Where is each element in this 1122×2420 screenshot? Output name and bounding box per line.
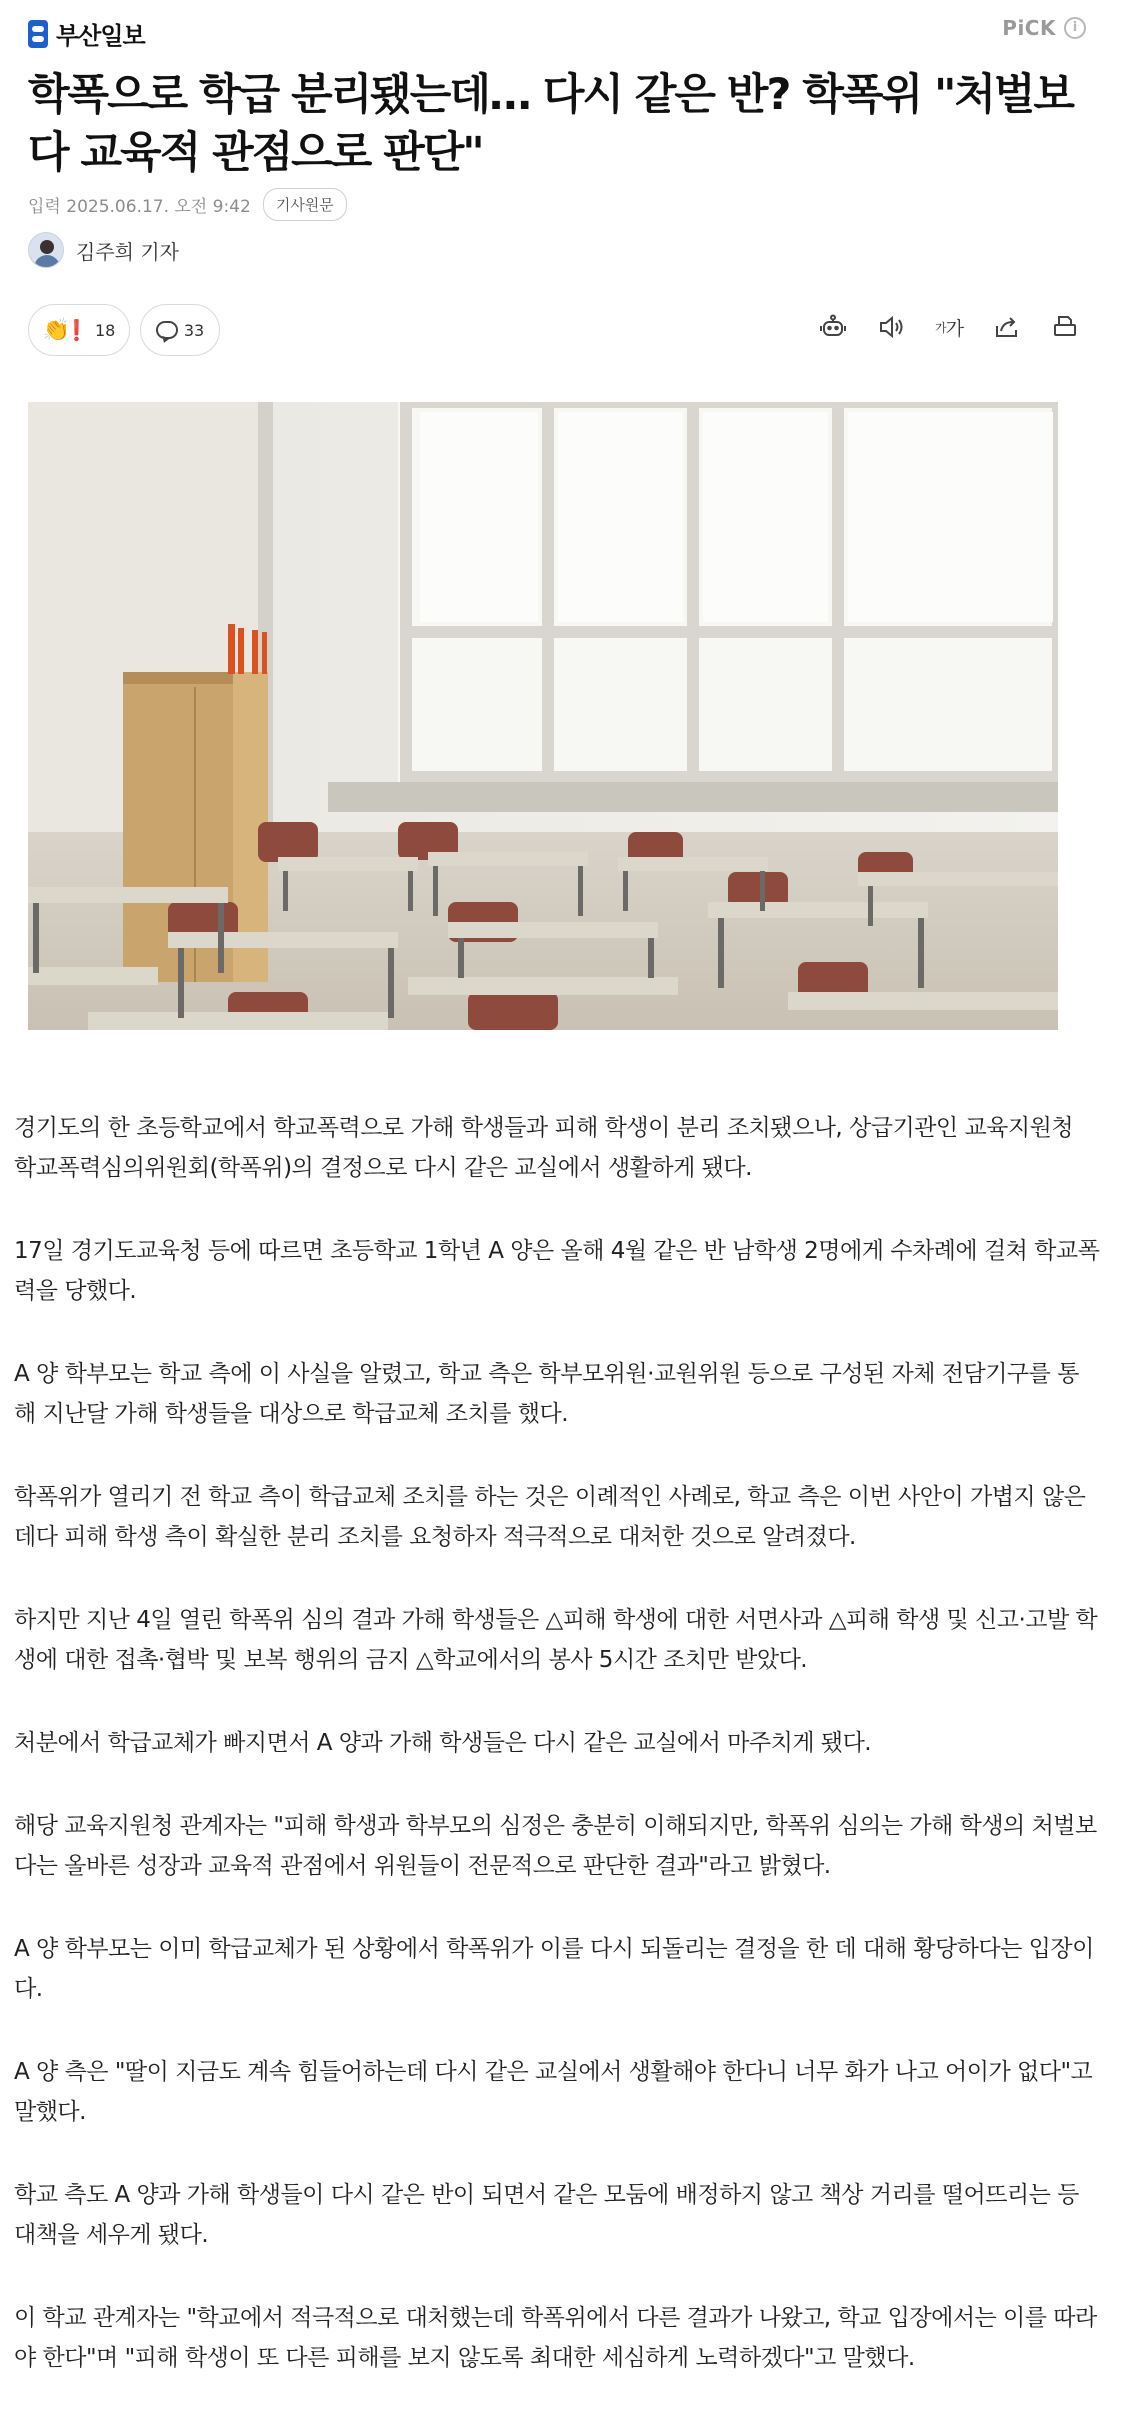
article-paragraph: 경기도의 한 초등학교에서 학교폭력으로 가해 학생들과 피해 학생이 분리 조치됐으나, 상급기관인 교육지원청 학교폭력심의위원회(학폭위)의 결정으로 다시 같은 교실에서 생활하게 됐다. bbox=[14, 1115, 1074, 1181]
article-paragraph: A 양 학부모는 이미 학급교체가 된 상황에서 학폭위가 이를 다시 되돌리는 결정을 한 데 대해 황당하다는 입장이다. bbox=[14, 1936, 1094, 2002]
article-paragraph: A 양 학부모는 학교 측에 이 사실을 알렸고, 학교 측은 학부모위원·교원위원 등으로 구성된 자체 전담기구를 통해 지난달 가해 학생들을 대상으로 학급교체 조치를 했다. bbox=[14, 1361, 1079, 1427]
article-paragraph: 학교 측도 A 양과 가해 학생들이 다시 같은 반이 되면서 같은 모둠에 배정하지 않고 책상 거리를 떨어뜨리는 등 대책을 세우게 됐다. bbox=[14, 2182, 1079, 2248]
busan-ilbo-logo[interactable] bbox=[28, 16, 145, 51]
reporter-byline[interactable] bbox=[28, 232, 179, 268]
comment-icon bbox=[156, 321, 178, 339]
clap-icon: 👏 bbox=[42, 317, 71, 343]
article-paragraph: A 양 측은 "딸이 지금도 계속 힘들어하는데 다시 같은 교실에서 생활해야 한다니 너무 화가 나고 어이가 없다"고 말했다. bbox=[14, 2059, 1093, 2125]
robot-icon bbox=[818, 312, 848, 342]
reporter-avatar bbox=[28, 232, 64, 268]
article-photo-classroom bbox=[28, 402, 1058, 1030]
article-paragraph: 17일 경기도교육청 등에 따르면 초등학교 1학년 A 양은 올해 4월 같은 반 남학생 2명에게 수차례에 걸쳐 학교폭력을 당했다. bbox=[14, 1238, 1100, 1304]
reaction-button[interactable] bbox=[28, 304, 130, 356]
article-paragraph: 하지만 지난 4일 열린 학폭위 심의 결과 가해 학생들은 △피해 학생에 대한 서면사과 △피해 학생 및 신고·고발 학생에 대한 접촉·협박 및 보복 행위의 금지 △학교에서의 봉사 5시간 조치만 받았다. bbox=[14, 1607, 1098, 1673]
pick-label: PiCK bbox=[1002, 16, 1056, 40]
article-paragraph: 학폭위가 열리기 전 학교 측이 학급교체 조치를 하는 것은 이례적인 사례로, 학교 측은 이번 사안이 가볍지 않은 데다 피해 학생 측이 확실한 분리 조치를 요청하자 적극적으로 대처한 것으로 알려졌다. bbox=[14, 1484, 1086, 1550]
reporter-name: 김주희 기자 bbox=[76, 239, 179, 264]
reaction-count: 18 bbox=[94, 320, 116, 340]
article-paragraph: 해당 교육지원청 관계자는 "피해 학생과 학부모의 심정은 충분히 이해되지만, 학폭위 심의는 가해 학생의 처벌보다는 올바른 성장과 교육적 관점에서 위원들이 전문적으로 판단한 결과"라고 밝혔다. bbox=[14, 1813, 1097, 1879]
speaker-icon bbox=[876, 312, 906, 342]
font-size-button[interactable] bbox=[932, 310, 966, 344]
logo-mark-icon bbox=[28, 20, 48, 48]
article-paragraph: 처분에서 학급교체가 빠지면서 A 양과 가해 학생들은 다시 같은 교실에서 마주치게 됐다. bbox=[14, 1730, 872, 1756]
article-meta bbox=[28, 188, 347, 221]
info-icon[interactable]: i bbox=[1064, 17, 1086, 39]
summary-robot-button[interactable] bbox=[816, 310, 850, 344]
font-size-large-label: 가 bbox=[945, 317, 963, 340]
logo-text: 부산일보 bbox=[56, 22, 145, 50]
article-headline: 학폭으로 학급 분리됐는데… 다시 같은 반? 학폭위 "처벌보다 교육적 관점으로 판단" bbox=[28, 70, 1073, 178]
pick-badge[interactable] bbox=[1002, 16, 1086, 40]
share-button[interactable] bbox=[990, 310, 1024, 344]
exclamation-icon: ❗ bbox=[64, 318, 89, 342]
listen-button[interactable] bbox=[874, 310, 908, 344]
font-size-small-label: 가 bbox=[935, 320, 946, 335]
site-header bbox=[0, 0, 1122, 58]
article-paragraph: 이 학교 관계자는 "학교에서 적극적으로 대처했는데 학폭위에서 다른 결과가 나왔고, 학교 입장에서는 이를 따라야 한다"며 "피해 학생이 또 다른 피해를 보지 않도록 최대한 세심하게 노력하겠다"고 말했다. bbox=[14, 2305, 1097, 2371]
article-body bbox=[14, 1108, 1100, 2420]
print-button[interactable] bbox=[1048, 310, 1082, 344]
comment-count: 33 bbox=[183, 320, 205, 340]
published-date: 입력 2025.06.17. 오전 9:42 bbox=[28, 197, 251, 217]
print-icon bbox=[1050, 312, 1080, 342]
comment-button[interactable] bbox=[140, 304, 220, 356]
share-icon bbox=[992, 312, 1022, 342]
article-toolbar bbox=[792, 310, 1082, 344]
original-article-button[interactable]: 기사원문 bbox=[263, 188, 347, 221]
